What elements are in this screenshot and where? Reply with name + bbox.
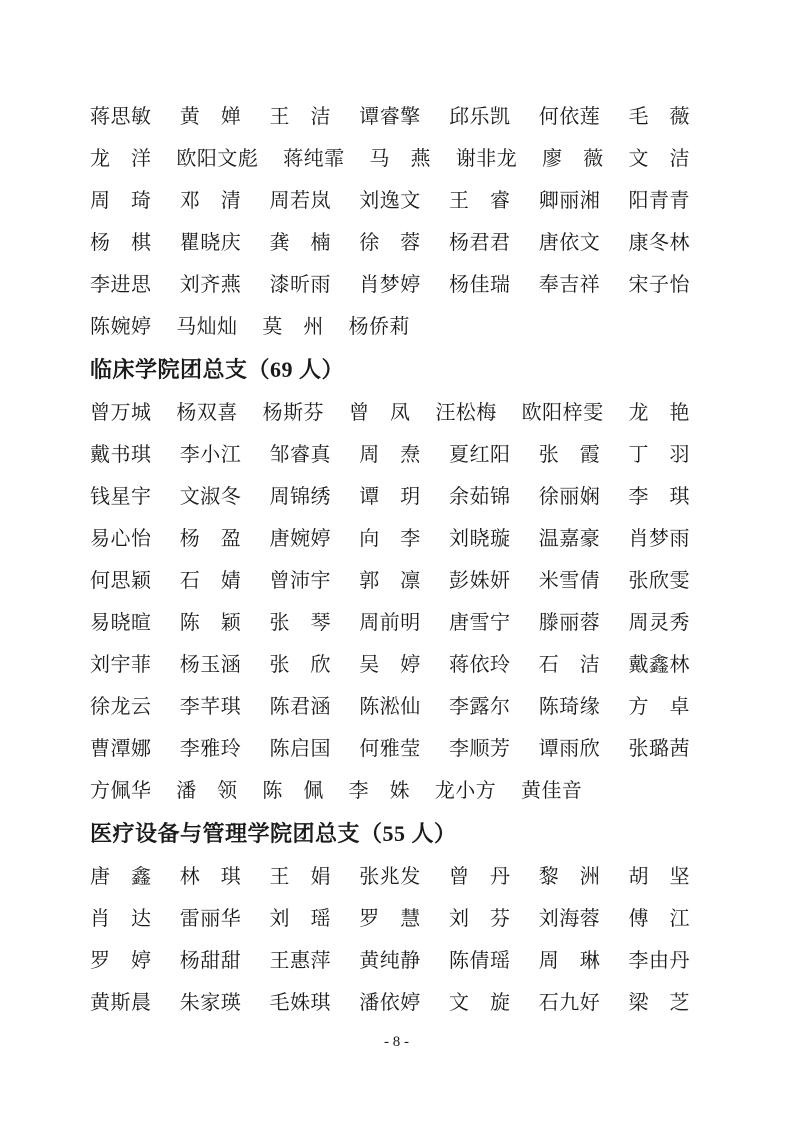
name-row xyxy=(90,434,690,476)
person-name: 曾沛宇 xyxy=(269,570,331,592)
person-name: 王 洁 xyxy=(269,106,331,128)
person-name: 李由丹 xyxy=(628,950,690,972)
person-name: 杨佳瑞 xyxy=(449,274,511,296)
person-name: 周灵秀 xyxy=(628,612,690,634)
page-footer xyxy=(0,1034,793,1051)
person-name: 李雅玲 xyxy=(179,738,242,760)
person-name: 张 琴 xyxy=(269,612,331,634)
person-name: 易心怡 xyxy=(90,528,152,550)
person-name: 李小江 xyxy=(179,444,242,466)
person-name: 唐依文 xyxy=(538,232,601,254)
person-name: 周锦绣 xyxy=(269,486,331,508)
person-name: 吴 婷 xyxy=(359,654,421,676)
section-heading: 医疗设备与管理学院团总支（55 人） xyxy=(90,821,457,846)
person-name: 方 卓 xyxy=(628,696,690,718)
person-name: 滕丽蓉 xyxy=(538,612,601,634)
person-name: 马 燕 xyxy=(369,148,431,170)
person-name: 肖 达 xyxy=(90,908,152,930)
person-name: 毛 薇 xyxy=(628,106,690,128)
person-name: 刘晓璇 xyxy=(449,528,511,550)
name-row xyxy=(90,898,690,940)
person-name: 黄纯静 xyxy=(359,950,421,972)
person-name: 陈婉婷 xyxy=(90,316,152,338)
name-list xyxy=(90,96,690,1024)
person-name: 徐龙云 xyxy=(90,696,152,718)
person-name: 周 琳 xyxy=(538,950,601,972)
person-name: 周 琦 xyxy=(90,190,152,212)
person-name: 杨 盈 xyxy=(179,528,242,550)
person-name: 蒋思敏 xyxy=(90,106,152,128)
person-name: 易晓暄 xyxy=(90,612,152,634)
person-name: 温嘉豪 xyxy=(538,528,601,550)
person-name: 张璐茜 xyxy=(628,738,690,760)
person-name: 文 旋 xyxy=(449,992,511,1014)
name-row xyxy=(90,138,690,180)
person-name: 康冬林 xyxy=(628,232,690,254)
person-name: 曾 丹 xyxy=(449,866,511,888)
person-name: 毛姝琪 xyxy=(269,992,331,1014)
person-name: 周前明 xyxy=(359,612,421,634)
name-row xyxy=(90,476,690,518)
person-name: 杨君君 xyxy=(449,232,511,254)
person-name: 陈 颖 xyxy=(179,612,242,634)
person-name: 何思颖 xyxy=(90,570,152,592)
person-name: 黄 婵 xyxy=(179,106,242,128)
person-name: 蒋依玲 xyxy=(449,654,511,676)
person-name: 莫 州 xyxy=(262,316,324,338)
person-name: 戴书琪 xyxy=(90,444,152,466)
person-name: 米雪倩 xyxy=(538,570,601,592)
name-row xyxy=(90,940,690,982)
person-name: 石九好 xyxy=(538,992,601,1014)
person-name: 胡 坚 xyxy=(628,866,690,888)
person-name: 欧阳梓雯 xyxy=(521,402,604,424)
name-row xyxy=(90,180,690,222)
person-name: 何依莲 xyxy=(538,106,601,128)
person-name: 杨双喜 xyxy=(176,402,238,424)
person-name: 徐 蓉 xyxy=(359,232,421,254)
person-name: 刘宇菲 xyxy=(90,654,152,676)
person-name: 杨侨莉 xyxy=(348,316,411,338)
person-name: 龙 艳 xyxy=(628,402,690,424)
person-name: 曹潭娜 xyxy=(90,738,152,760)
person-name: 彭姝妍 xyxy=(449,570,511,592)
person-name: 唐雪宁 xyxy=(449,612,511,634)
person-name: 漆昕雨 xyxy=(269,274,331,296)
person-name: 张 霞 xyxy=(538,444,601,466)
person-name: 卿丽湘 xyxy=(538,190,601,212)
person-name: 梁 芝 xyxy=(628,992,690,1014)
person-name: 潘 领 xyxy=(176,780,238,802)
person-name: 陈君涵 xyxy=(269,696,331,718)
person-name: 汪松梅 xyxy=(435,402,497,424)
page-number: - 8 - xyxy=(384,1034,409,1050)
name-row xyxy=(90,96,690,138)
person-name: 瞿晓庆 xyxy=(179,232,242,254)
person-name: 杨斯芬 xyxy=(262,402,325,424)
person-name: 余茹锦 xyxy=(449,486,511,508)
name-row xyxy=(90,644,690,686)
person-name: 刘 芬 xyxy=(449,908,511,930)
person-name: 邹睿真 xyxy=(269,444,331,466)
name-row xyxy=(90,728,690,770)
person-name: 龚 楠 xyxy=(269,232,331,254)
person-name: 唐婉婷 xyxy=(269,528,331,550)
person-name: 林 琪 xyxy=(179,866,242,888)
name-row xyxy=(90,982,690,1024)
person-name: 王 睿 xyxy=(449,190,511,212)
name-row xyxy=(90,686,690,728)
person-name: 周 焘 xyxy=(359,444,421,466)
name-row xyxy=(90,602,690,644)
person-name: 杨甜甜 xyxy=(179,950,242,972)
person-name: 曾万城 xyxy=(90,402,152,424)
person-name: 文 洁 xyxy=(628,148,690,170)
person-name: 周若岚 xyxy=(269,190,331,212)
person-name: 雷丽华 xyxy=(179,908,242,930)
person-name: 马灿灿 xyxy=(176,316,238,338)
person-name: 张欣雯 xyxy=(628,570,690,592)
person-name: 杨玉涵 xyxy=(179,654,242,676)
person-name: 龙小方 xyxy=(434,780,497,802)
person-name: 陈启国 xyxy=(269,738,331,760)
person-name: 龙 洋 xyxy=(90,148,152,170)
person-name: 谭 玥 xyxy=(359,486,421,508)
name-row xyxy=(90,560,690,602)
name-row xyxy=(90,770,690,812)
person-name: 石 婧 xyxy=(179,570,242,592)
person-name: 徐丽娴 xyxy=(538,486,601,508)
name-row xyxy=(90,856,690,898)
person-name: 黄佳音 xyxy=(520,780,583,802)
person-name: 刘逸文 xyxy=(359,190,421,212)
person-name: 石 洁 xyxy=(538,654,601,676)
person-name: 邱乐凯 xyxy=(449,106,511,128)
person-name: 邓 清 xyxy=(179,190,242,212)
person-name: 谭雨欣 xyxy=(538,738,601,760)
person-name: 刘齐燕 xyxy=(179,274,242,296)
person-name: 李露尔 xyxy=(449,696,511,718)
person-name: 傅 江 xyxy=(628,908,690,930)
person-name: 杨 棋 xyxy=(90,232,152,254)
person-name: 谢非龙 xyxy=(455,148,518,170)
person-name: 王惠萍 xyxy=(269,950,331,972)
person-name: 王 娟 xyxy=(269,866,331,888)
person-name: 李进思 xyxy=(90,274,152,296)
person-name: 李顺芳 xyxy=(449,738,511,760)
person-name: 李芊琪 xyxy=(179,696,242,718)
person-name: 奉吉祥 xyxy=(538,274,601,296)
person-name: 陈淞仙 xyxy=(359,696,421,718)
person-name: 陈琦缘 xyxy=(538,696,601,718)
person-name: 丁 羽 xyxy=(628,444,690,466)
name-row xyxy=(90,392,690,434)
person-name: 张兆发 xyxy=(359,866,421,888)
person-name: 钱星宇 xyxy=(90,486,152,508)
person-name: 何雅莹 xyxy=(359,738,421,760)
person-name: 李 姝 xyxy=(348,780,411,802)
person-name: 廖 薇 xyxy=(542,148,604,170)
person-name: 戴鑫林 xyxy=(628,654,690,676)
person-name: 阳青青 xyxy=(628,190,690,212)
person-name: 欧阳文彪 xyxy=(176,148,259,170)
person-name: 夏红阳 xyxy=(449,444,511,466)
name-row xyxy=(90,264,690,306)
person-name: 蒋纯霏 xyxy=(283,148,345,170)
person-name: 李 琪 xyxy=(628,486,690,508)
section-heading: 临床学院团总支（69 人） xyxy=(90,357,345,382)
person-name: 宋子怡 xyxy=(628,274,690,296)
person-name: 向 李 xyxy=(359,528,421,550)
person-name: 肖梦雨 xyxy=(628,528,690,550)
person-name: 潘依婷 xyxy=(359,992,421,1014)
person-name: 方佩华 xyxy=(90,780,152,802)
person-name: 罗 婷 xyxy=(90,950,152,972)
person-name: 朱家瑛 xyxy=(179,992,242,1014)
person-name: 肖梦婷 xyxy=(359,274,421,296)
person-name: 黄斯晨 xyxy=(90,992,152,1014)
person-name: 文淑冬 xyxy=(179,486,242,508)
person-name: 罗 慧 xyxy=(359,908,421,930)
person-name: 陈 佩 xyxy=(262,780,324,802)
person-name: 唐 鑫 xyxy=(90,866,152,888)
person-name: 刘海蓉 xyxy=(538,908,601,930)
name-row xyxy=(90,306,690,348)
person-name: 谭睿擎 xyxy=(359,106,421,128)
name-row xyxy=(90,518,690,560)
person-name: 郭 凛 xyxy=(359,570,421,592)
person-name: 陈倩瑶 xyxy=(449,950,511,972)
person-name: 曾 凤 xyxy=(348,402,411,424)
person-name: 张 欣 xyxy=(269,654,331,676)
name-row xyxy=(90,222,690,264)
person-name: 刘 瑶 xyxy=(269,908,331,930)
person-name: 黎 洲 xyxy=(538,866,601,888)
